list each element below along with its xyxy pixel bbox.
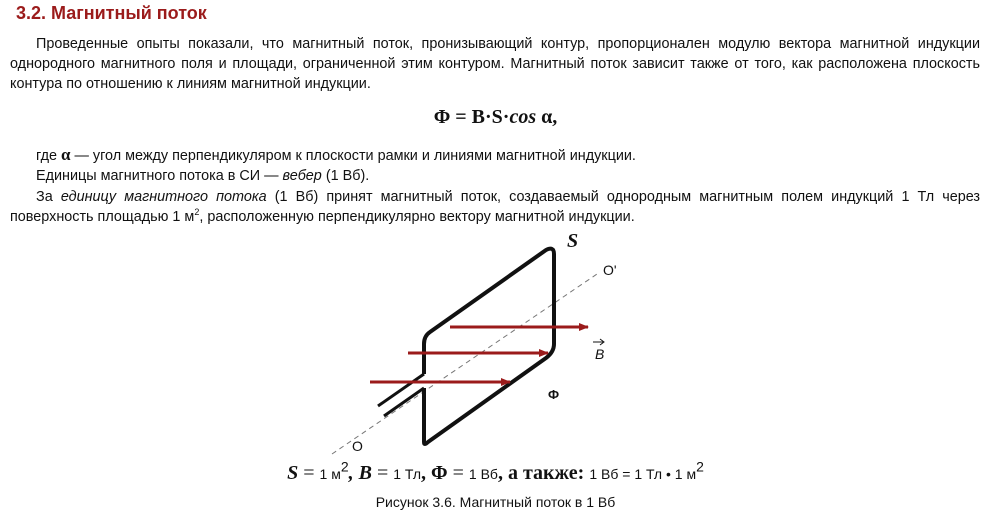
units-tail: 1 Вб = 1 Тл • 1 м bbox=[589, 466, 697, 482]
si-units-suffix: (1 Вб). bbox=[321, 168, 370, 184]
units-s-value: 1 м bbox=[319, 466, 341, 482]
definition-paragraph bbox=[10, 187, 980, 227]
figure-label-phi: Ф bbox=[548, 387, 560, 402]
alpha-symbol: α bbox=[61, 145, 71, 164]
figure-label-b: B bbox=[595, 346, 605, 362]
wire-frame bbox=[424, 249, 554, 444]
units-phi-value: 1 Вб bbox=[468, 466, 498, 482]
where-prefix: где bbox=[36, 148, 62, 164]
formula-lhs: Φ = B·S· bbox=[433, 106, 510, 128]
figure-label-s: S bbox=[567, 230, 579, 252]
definition-text: (1 Вб) принят магнитный поток, создаваемый однородным магнитным полем индукций 1 Тл через поверхность площадью 1 м bbox=[10, 189, 980, 225]
where-line bbox=[36, 145, 976, 166]
units-tail-sup: 2 bbox=[696, 458, 704, 475]
units-s-symbol: S bbox=[287, 462, 299, 484]
units-s-eq: = bbox=[298, 462, 320, 484]
definition-prefix: За bbox=[36, 189, 61, 205]
formula-cos: cos bbox=[509, 106, 537, 128]
si-units-line bbox=[36, 166, 976, 186]
units-b-value: 1 Тл bbox=[393, 466, 422, 482]
figure-caption: Рисунок 3.6. Магнитный поток в 1 Вб bbox=[375, 494, 616, 510]
units-phi-eq: = bbox=[447, 462, 469, 484]
magnetic-flux-diagram bbox=[320, 228, 640, 464]
lead-wire-lower bbox=[384, 388, 424, 416]
rotation-axis bbox=[332, 272, 600, 454]
figure-label-o: O bbox=[352, 438, 363, 454]
units-b-symbol: , B bbox=[348, 462, 372, 484]
formula-rhs: α, bbox=[536, 106, 558, 128]
paragraph-intro: Проведенные опыты показали, что магнитный поток, пронизывающий контур, пропорционален модулю вектора магнитной индукции однородного магнитного поля и площади, ограниченной этим контуром. Магнитный поток зависит также от того, как расположена плоскость контура по отношению к линиям магнитной индукции. bbox=[10, 36, 980, 92]
flux-formula bbox=[0, 106, 991, 129]
where-text: — угол между перпендикуляром к плоскости рамки и линиями магнитной индукции. bbox=[70, 148, 636, 164]
lead-wire-upper bbox=[378, 374, 424, 406]
definition-sup: 2 bbox=[194, 207, 200, 218]
units-phi-symbol: , Φ bbox=[421, 462, 448, 484]
units-b-eq: = bbox=[371, 462, 394, 484]
si-unit-name: вебер bbox=[282, 168, 322, 184]
units-s-sup: 2 bbox=[340, 458, 349, 475]
definition-term: единицу магнитного потока bbox=[60, 189, 267, 205]
definition-suffix: , расположенную перпендикулярно вектору магнитной индукции. bbox=[199, 209, 635, 225]
units-formula bbox=[0, 458, 991, 485]
figure-label-o-prime: O' bbox=[603, 262, 617, 278]
si-units-text: Единицы магнитного потока в СИ — bbox=[36, 168, 283, 184]
units-also: , а также: bbox=[497, 462, 590, 484]
section-heading: 3.2. Магнитный поток bbox=[16, 3, 207, 23]
